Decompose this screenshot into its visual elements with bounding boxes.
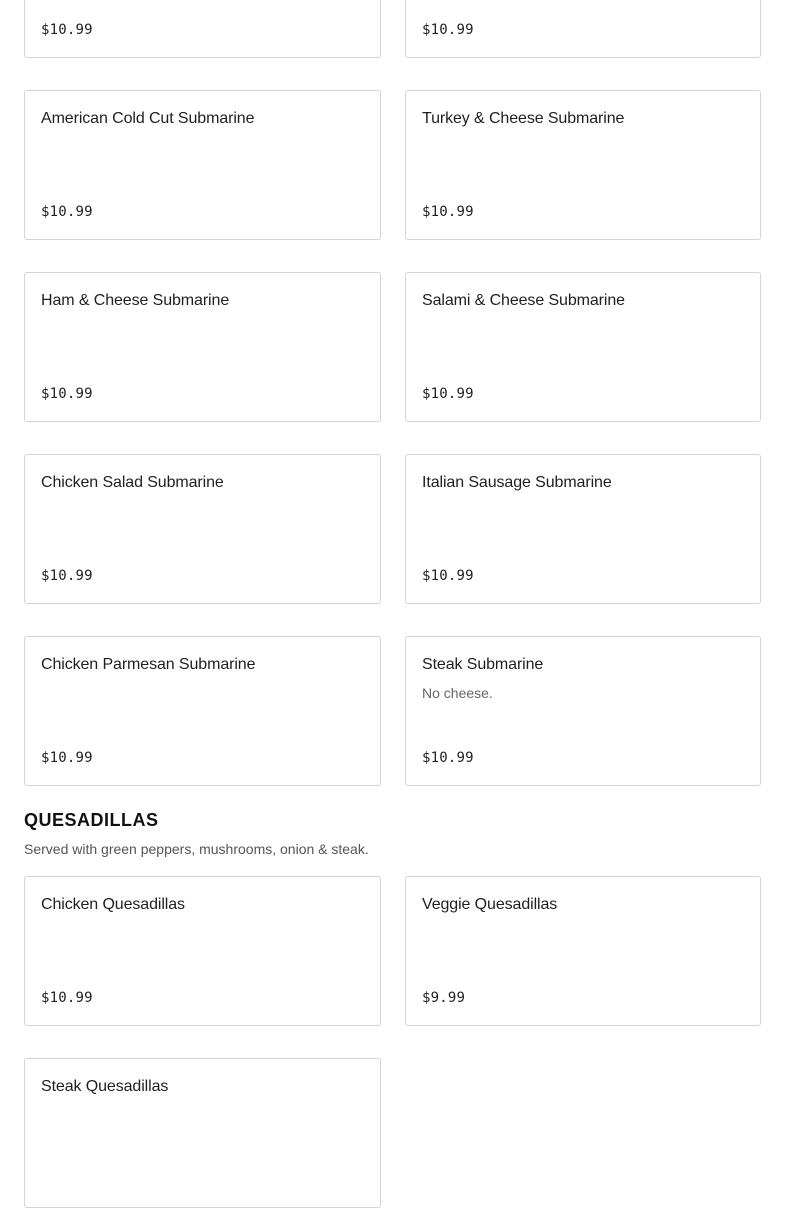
menu-item-card[interactable] [405, 90, 761, 240]
item-name: Steak Submarine [422, 656, 544, 673]
menu-item-card[interactable] [24, 272, 381, 422]
item-name: Turkey & Cheese Submarine [422, 110, 625, 127]
menu-item-card[interactable] [405, 454, 761, 604]
section-description: Served with green peppers, mushrooms, onion & steak. [24, 841, 369, 857]
item-price: $10.99 [422, 568, 474, 584]
item-name: Chicken Salad Submarine [41, 474, 224, 491]
menu-item-card[interactable] [24, 0, 381, 58]
item-price: $10.99 [41, 750, 93, 766]
menu-item-card[interactable] [24, 454, 381, 604]
item-name: Salami & Cheese Submarine [422, 292, 625, 309]
item-description: No cheese. [422, 685, 493, 701]
menu-item-card[interactable] [405, 0, 761, 58]
item-name: Steak Quesadillas [41, 1078, 169, 1095]
menu-item-card[interactable] [405, 272, 761, 422]
item-name: Veggie Quesadillas [422, 896, 558, 913]
item-price: $9.99 [422, 990, 466, 1006]
section-title: QUESADILLAS [24, 810, 159, 830]
menu-item-card[interactable] [24, 876, 381, 1026]
item-name: Italian Sausage Submarine [422, 474, 612, 491]
item-name: Chicken Quesadillas [41, 896, 185, 913]
item-price: $10.99 [41, 386, 93, 402]
menu-item-card[interactable] [24, 1058, 381, 1208]
item-name: Chicken Parmesan Submarine [41, 656, 256, 673]
item-price: $10.99 [41, 22, 93, 38]
item-price: $10.99 [422, 204, 474, 220]
menu-item-card[interactable] [24, 636, 381, 786]
item-price: $10.99 [41, 990, 93, 1006]
menu-item-card[interactable] [405, 876, 761, 1026]
item-price: $10.99 [41, 204, 93, 220]
menu-item-card[interactable] [24, 90, 381, 240]
menu-item-card[interactable] [405, 636, 761, 786]
item-price: $10.99 [422, 750, 474, 766]
item-price: $10.99 [422, 22, 474, 38]
item-name: American Cold Cut Submarine [41, 110, 255, 127]
item-price: $10.99 [41, 568, 93, 584]
item-name: Ham & Cheese Submarine [41, 292, 230, 309]
item-price: $10.99 [422, 386, 474, 402]
